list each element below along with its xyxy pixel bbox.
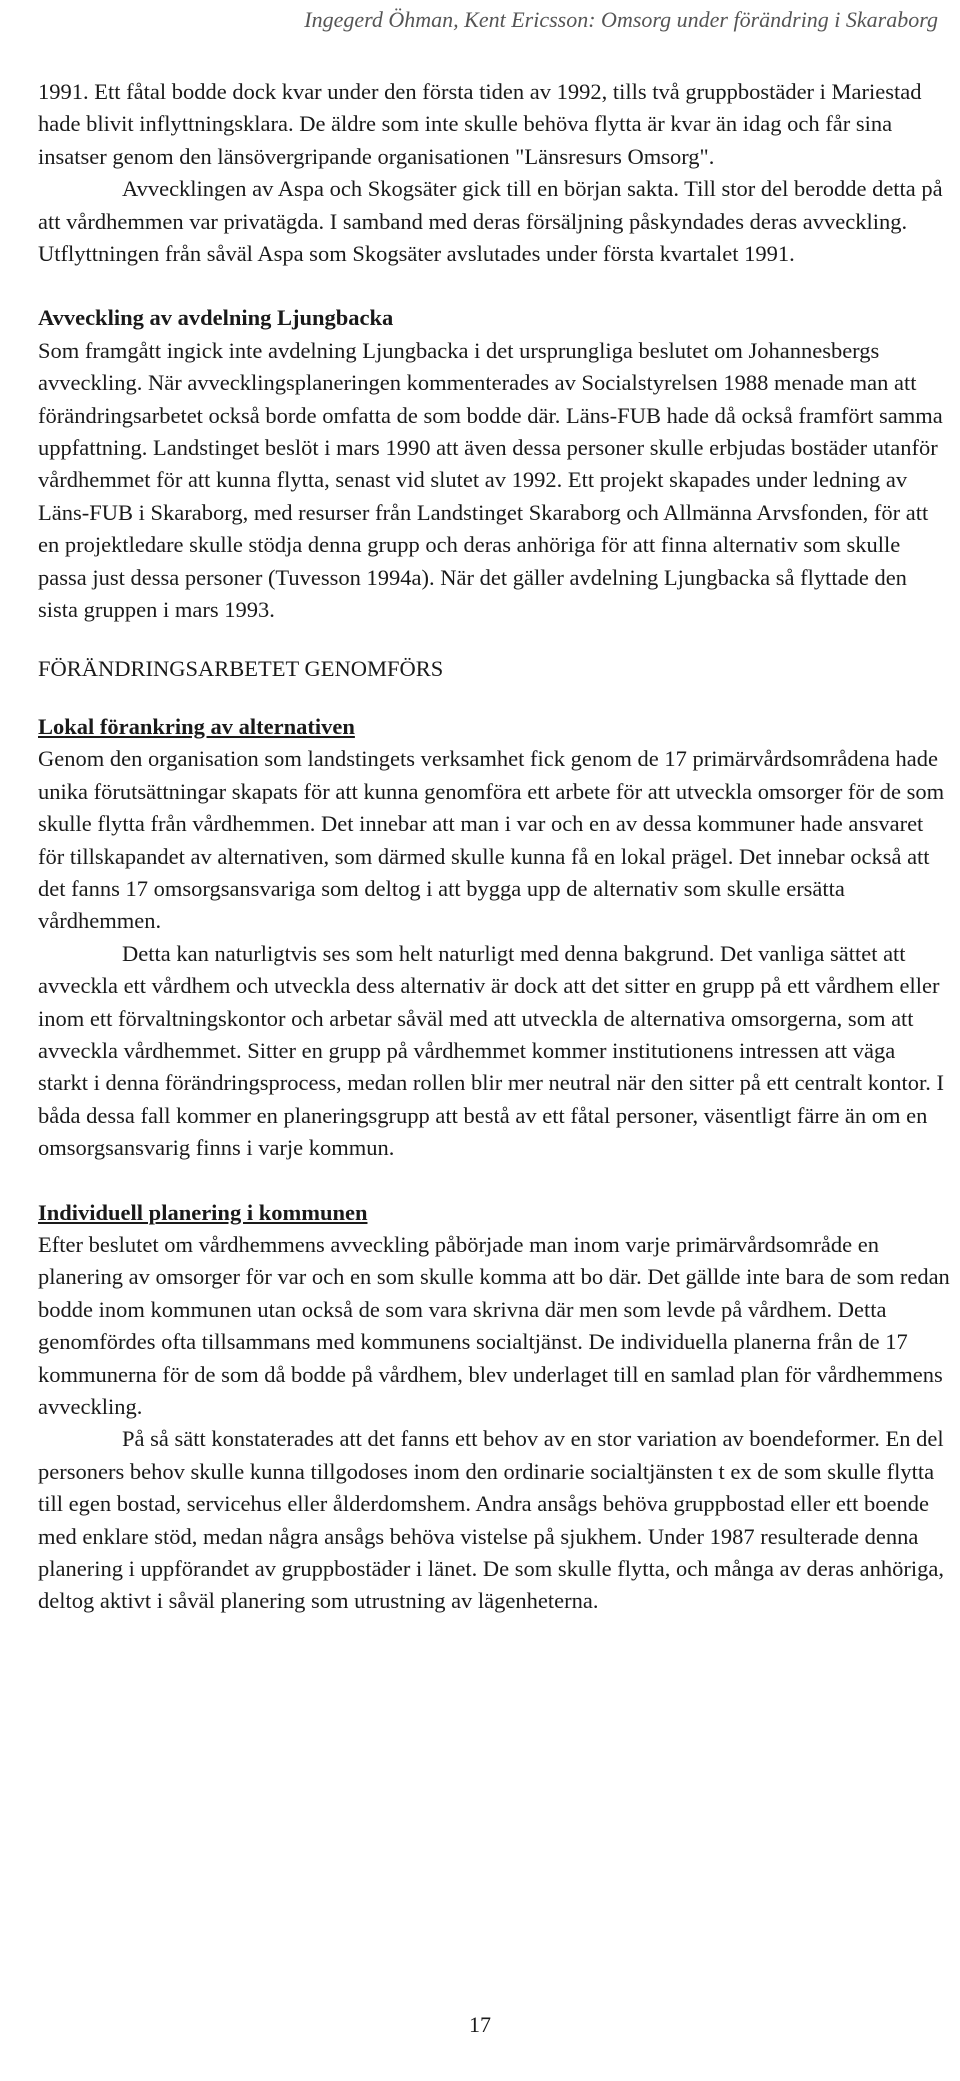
paragraph-boendeformer: På så sätt konstaterades att det fanns ett behov av en stor variation av boendeformer. En del personers behov skulle kunna tillgodoses inom den ordinarie socialtjänsten t ex de som skulle flytta till egen bostad, servicehus eller ålderdomshem. Andra ansågs behöva gruppbostad eller ett boende med enklare stöd, medan några ansågs behöva vistelse på sjukhem. Under 1987 resulterade denna planering i uppförandet av gruppbostäder i länet. De som skulle flytta, och många av deras anhöriga, deltog aktivt i såväl planering som utrustning av lägenheterna.	[38, 1426, 944, 1614]
paragraph-naturligt: Detta kan naturligtvis ses som helt naturligt med denna bakgrund. Det vanliga sättet att avveckla ett vårdhem och utveckla dess alternativ är dock att det sitter en grupp på ett vårdhem eller inom ett förvaltningskontor och arbetar såväl med att utveckla de alternativa omsorgerna, som att avveckla vårdhemmet. Sitter en grupp på vårdhemmet kommer institutionens intressen att väga starkt i denna förändringsprocess, medan rollen blir mer neutral när den sitter på ett centralt kontor. I båda dessa fall kommer en planeringsgrupp att bestå av ett fåtal personer, väsentligt färre än om en omsorgsansvarig finns i varje kommun.	[38, 940, 944, 1161]
heading-lokal-forankring: Lokal förankring av alternativen	[38, 713, 355, 739]
paragraph-aspa-skogsater: Avvecklingen av Aspa och Skogsäter gick till en början sakta. Till stor del berodde detta på att vårdhemmen var privatägda. I samband med deras försäljning påskyndades deras avveckling. Utflyttningen från såväl Aspa som Skogsäter avslutades under första kvartalet 1991.	[38, 176, 943, 267]
paragraph-individuell-planering: Efter beslutet om vårdhemmens avveckling påbörjade man inom varje primärvårdsområde en planering av omsorger för var och en som skulle komma att bo där. Det gällde inte bara de som redan bodde inom kommunen utan också de som vara skrivna där men som levde på vårdhem. Detta genomfördes ofta tillsammans med kommunens socialtjänst. De individuella planerna från de 17 kommunerna för de som då bodde på vårdhem, blev underlaget till en samlad plan för vårdhemmens avveckling.	[38, 1232, 950, 1420]
paragraph-continuation: 1991. Ett fåtal bodde dock kvar under den första tiden av 1992, tills två gruppbostäder i Mariestad hade blivit inflyttningsklara. De äldre som inte skulle behöva flytta är kvar än idag och får sina insatser genom den länsövergripande organisationen "Länsresurs Omsorg".	[38, 79, 922, 169]
running-header: Ingegerd Öhman, Kent Ericsson: Omsorg under förändring i Skaraborg	[304, 7, 938, 32]
page-body	[38, 76, 950, 1618]
paragraph-ljungbacka: Som framgått ingick inte avdelning Ljungbacka i det ursprungliga beslutet om Johannesbergs avveckling. När avvecklingsplaneringen kommenterades av Socialstyrelsen 1988 menade man att förändringsarbetet också borde omfatta de som bodde där. Läns-FUB hade då också framfört samma uppfattning. Landstinget beslöt i mars 1990 att även dessa personer skulle erbjudas bostäder utanför vårdhemmet för att kunna flytta, senast vid slutet av 1992. Ett projekt skapades under ledning av Läns-FUB i Skaraborg, med resurser från Landstinget Skaraborg och Allmänna Arvsfonden, för att en projektledare skulle stödja denna grupp och deras anhöriga för att finna alternativ som skulle passa just dessa personer (Tuvesson 1994a). När det gäller avdelning Ljungbacka så flyttade den sista gruppen i mars 1993.	[38, 337, 943, 623]
heading-individuell-planering: Individuell planering i kommunen	[38, 1199, 368, 1225]
heading-ljungbacka: Avveckling av avdelning Ljungbacka	[38, 305, 394, 331]
page-number: 17	[469, 2012, 491, 2037]
paragraph-lokal-forankring: Genom den organisation som landstingets verksamhet fick genom de 17 primärvårdsområdena hade unika förutsättningar skapats för att kunna genomföra ett arbete för att utveckla omsorger för de som skulle flytta från vårdhemmen. Det innebar att man i var och en av dessa kommuner hade ansvaret för tillskapandet av alternativen, som därmed skulle kunna få en lokal prägel. Det innebar också att det fanns 17 omsorgsansvariga som deltog i att bygga upp de alternativ som skulle ersätta vårdhemmen.	[38, 746, 945, 934]
section-title: FÖRÄNDRINGSARBETET GENOMFÖRS	[38, 655, 444, 681]
